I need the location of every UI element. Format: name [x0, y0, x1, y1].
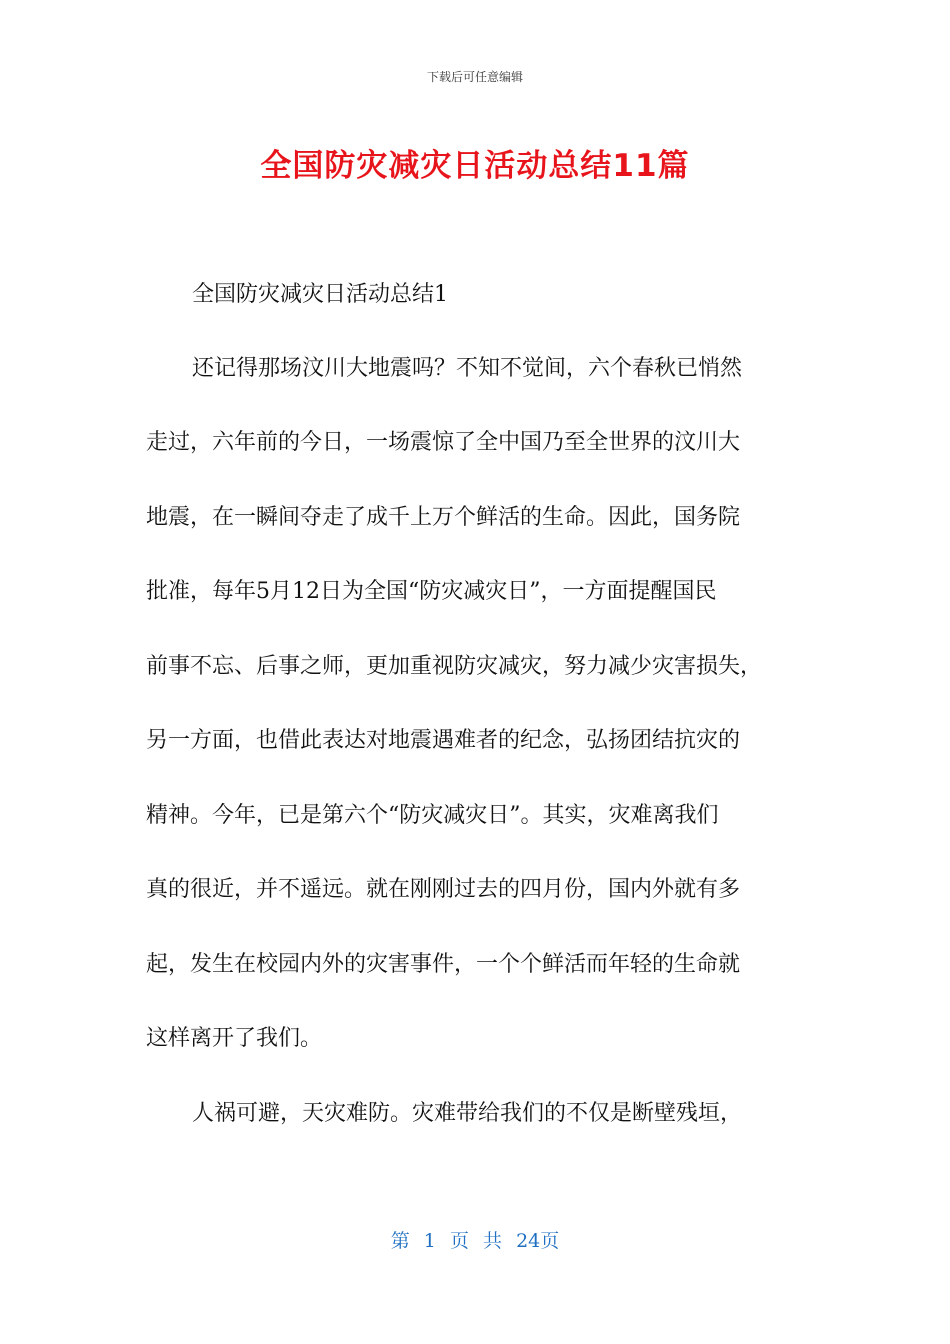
paragraph-line: 前事不忘、后事之师，更加重视防灾减灾，努力减少灾害损失， [146, 654, 763, 679]
paragraph-line: 真的很近，并不遥远。就在刚刚过去的四月份，国内外就有多 [146, 877, 741, 902]
paragraph-line: 这样离开了我们。 [146, 1026, 323, 1051]
footer-di: 第 [390, 1230, 410, 1252]
paragraph-line: 地震，在一瞬间夺走了成千上万个鲜活的生命。因此，国务院 [146, 505, 741, 530]
paragraph-line: 走过，六年前的今日，一场震惊了全中国乃至全世界的汶川大 [146, 430, 741, 455]
paragraph-line: 批准，每年5月12日为全国“防灾减灾日”，一方面提醒国民 [146, 579, 717, 604]
paragraph-line: 人祸可避，天灾难防。灾难带给我们的不仅是断壁残垣， [192, 1101, 743, 1126]
paragraph-line: 另一方面，也借此表达对地震遇难者的纪念，弘扬团结抗灾的 [146, 728, 741, 753]
page-footer [0, 1226, 950, 1253]
document-title: 全国防灾减灾日活动总结11篇 [260, 148, 690, 184]
header-note: 下载后可任意编辑 [426, 70, 523, 84]
paragraph-line: 精神。今年，已是第六个“防灾减灾日”。其实，灾难离我们 [146, 803, 719, 828]
footer-page-number: 1 [423, 1230, 436, 1252]
footer-gong: 共 [483, 1230, 503, 1252]
paragraph-line: 起，发生在校园内外的灾害事件，一个个鲜活而年轻的生命就 [146, 952, 741, 977]
paragraph-line: 全国防灾减灾日活动总结1 [192, 282, 448, 307]
paragraph-line: 还记得那场汶川大地震吗？不知不觉间，六个春秋已悄然 [192, 356, 743, 381]
footer-ye: 页 [449, 1230, 469, 1252]
footer-total-pages: 24页 [516, 1230, 560, 1252]
